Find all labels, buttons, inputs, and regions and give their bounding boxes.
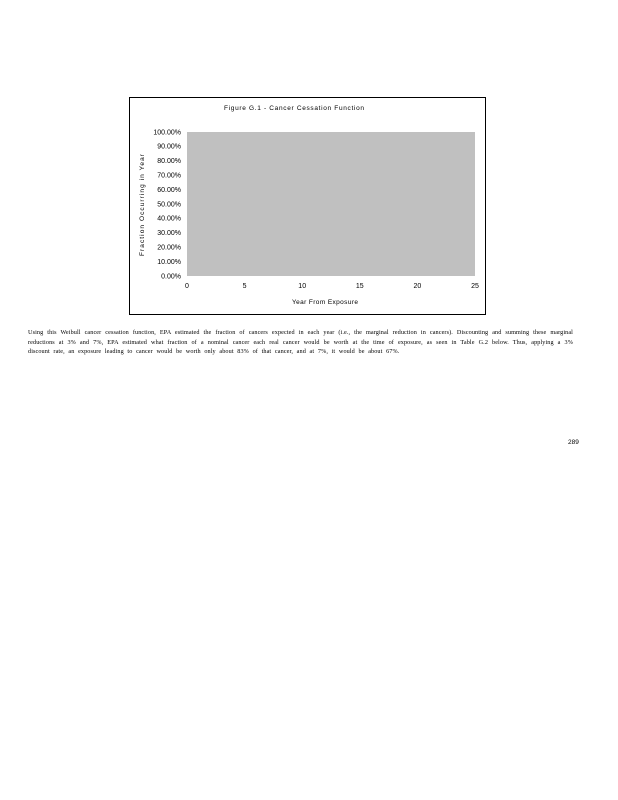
y-axis-label: Fraction Occurring in Year <box>139 154 146 256</box>
y-tick-label: 40.00% <box>157 215 181 223</box>
plot-area <box>187 132 475 276</box>
y-tick-label: 70.00% <box>157 172 181 180</box>
y-tick-label: 30.00% <box>157 230 181 238</box>
x-tick-labels <box>185 283 479 290</box>
page-number: 289 <box>568 439 579 446</box>
x-tick-label: 20 <box>413 283 422 290</box>
series-area-0 <box>187 132 475 276</box>
cancer-cessation-chart <box>130 98 485 314</box>
y-tick-label: 20.00% <box>157 244 181 252</box>
y-tick-label: 60.00% <box>157 186 181 194</box>
y-tick-label: 90.00% <box>157 143 181 151</box>
y-tick-label: 50.00% <box>157 201 181 209</box>
x-tick-label: 25 <box>471 283 479 290</box>
x-tick-label: 0 <box>185 283 189 290</box>
x-tick-label: 5 <box>242 283 247 290</box>
y-tick-label: 80.00% <box>157 158 181 166</box>
chart-frame <box>129 97 486 315</box>
y-tick-label: 10.00% <box>157 258 181 266</box>
x-axis-label: Year From Exposure <box>292 299 358 306</box>
body-paragraph: Using this Weibull cancer cessation function, EPA estimated the fraction of cancers expected in each year (i.e., the marginal reduction in cancers). Discounting and summing these marginal reductions at 3% and 7%, EPA estimated what fraction of a nominal cancer each real cancer would be worth at the time of exposure, as seen in Table G.2 below. Thus, applying a 3% discount rate, an exposure leading to cancer would be worth only about 83% of that cancer, and at 7%, it would be about 67%. <box>28 329 573 355</box>
x-tick-label: 10 <box>298 283 307 290</box>
y-tick-labels <box>153 129 181 280</box>
y-tick-label: 0.00% <box>161 273 181 281</box>
chart-title: Figure G.1 - Cancer Cessation Function <box>224 105 364 112</box>
y-tick-label: 100.00% <box>153 129 181 137</box>
x-tick-label: 15 <box>355 283 364 290</box>
